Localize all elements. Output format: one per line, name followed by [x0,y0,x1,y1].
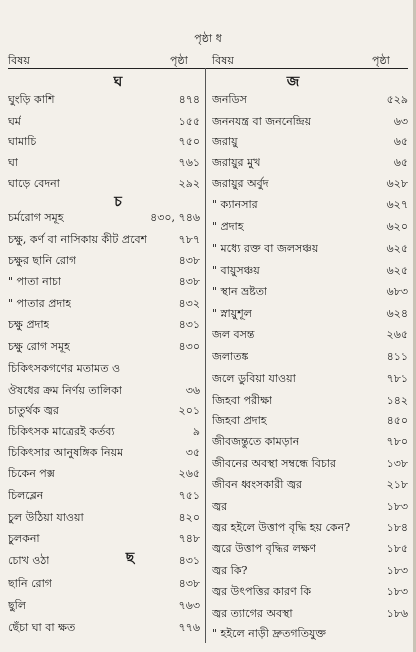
index-entry-page: ১৮৩ [386,585,408,598]
index-entry-topic: ছানি রোগ [8,577,52,590]
index-entry [212,580,408,602]
index-entry-page: ৭৮০ [386,435,408,448]
index-entry-topic: চিকিৎসকগণের মতামত ও [8,362,121,375]
index-entry-page: ৩৫ [185,446,200,459]
index-entry-topic: " স্থান ভ্রষ্টতা [212,285,268,298]
index-entry-topic: " পাতা নাচা [8,275,62,288]
index-entry [212,302,408,324]
index-entry [212,516,408,538]
index-entry [8,399,200,421]
index-entry-topic: চিকিৎসার আনুষঙ্গিক নিয়ম [8,446,124,459]
index-entry-page: ১৪২ [386,394,408,407]
index-entry-page: ১৮৫ [386,542,408,555]
index-entry [212,130,408,152]
index-entry [8,357,200,379]
index-entry-topic: চক্ষু, কর্ণ বা নাসিকায় কীট প্রবেশ [8,233,148,246]
index-entry-page: ২০১ [178,404,200,417]
index-entry [8,88,200,110]
index-entry-topic: " ক্যানসার [212,198,258,211]
index-entry-page: ৭৫০ [178,135,200,148]
index-entry-topic: জ্বর উৎপত্তির কারণ কি [212,585,312,598]
index-entry-page: ৬২৭ [386,198,408,211]
section-letter-cha: চ [114,194,122,210]
index-entry-page: ৪৩০ [178,340,200,353]
index-entry [8,130,200,152]
index-entry-topic: চুলকনা [8,532,40,545]
index-entry-topic: জরায়ুর অর্বুদ [212,177,269,190]
index-entry [8,572,200,594]
index-entry [212,537,408,559]
index-entry-page: ৪৩২ [178,297,200,310]
index-entry-page: ৪২০ [178,511,200,524]
right-subject-header: বিষয় [212,54,234,67]
index-entry [8,206,200,228]
index-entry-topic: জ্বর ত্যাগের অবস্থা [212,607,293,620]
index-entry-page: ৬২৮ [386,177,408,190]
index-entry-topic: " স্নায়ুশূল [212,307,252,320]
index-entry-topic: জ্বরে উত্তাপ বৃদ্ধির লক্ষণ [212,542,317,555]
index-entry-page: ১৮৪ [386,521,408,534]
index-entry [212,473,408,495]
index-entry-topic: জ্বর কি? [212,564,248,577]
left-page-header: পৃষ্ঠা [170,54,188,67]
index-entry [212,323,408,345]
index-entry-topic: জীবজন্তুতে কামড়ান [212,435,300,448]
index-entry [212,172,408,194]
index-entry-topic: ছেঁচা ঘা বা ক্ষত [8,621,76,634]
index-entry-topic: ঘামাচি [8,135,37,148]
index-entry-page: ২৬৫ [178,467,200,480]
index-entry [212,430,408,452]
index-entry [8,110,200,132]
index-entry-page: ৪৫০ [386,414,408,427]
index-entry [8,527,200,549]
index-entry-topic: চাতুর্থক জ্বর [8,404,59,417]
index-entry [8,420,200,442]
index-entry-topic: চিকিৎসক মাত্রেরই কর্তব্য [8,425,115,438]
index-entry-page: ১৮৬ [386,607,408,620]
index-entry-topic: ঔষধের ক্রম নির্ণয় তালিকা [8,384,123,397]
index-entry-page: ৪৩০, ৭৪৬ [150,211,200,224]
index-entry [212,389,408,411]
index-entry [8,379,200,401]
index-entry-page: ৭৮৭ [178,233,200,246]
index-entry [8,228,200,250]
index-entry-topic: চুল উঠিয়া যাওয়া [8,511,84,524]
index-entry [212,151,408,173]
index-entry-page: ৬৮৩ [386,285,408,298]
index-entry-topic: জীবনের অবস্থা সম্বন্ধে বিচার [212,457,337,470]
index-entry-topic: চক্ষুর ছানি রোগ [8,254,77,267]
index-entry-topic: ঘর্ম [8,115,21,128]
index-entry-page: ৬২০ [386,220,408,233]
page-number: পৃষ্ঠা ধ [194,32,222,45]
index-entry-topic: " প্রদাহ [212,220,244,233]
index-entry [8,549,200,571]
index-entry-page: ৬২৫ [386,264,408,277]
index-entry-page: ৭৬৩ [178,599,200,612]
index-entry [8,506,200,528]
index-entry [212,622,408,644]
index-entry [212,559,408,581]
index-entry-page: ৪১১ [386,350,408,363]
index-entry-topic: জরায়ু [212,135,238,148]
left-subject-header: বিষয় [8,54,30,67]
index-entry [212,237,408,259]
index-entry [212,602,408,624]
index-entry [212,215,408,237]
column-divider [205,68,206,643]
index-entry [8,292,200,314]
index-entry [8,249,200,271]
index-entry-topic: " বায়ুসঞ্চয় [212,264,260,277]
index-entry-page: ৬২৪ [386,307,408,320]
index-entry-topic: ছুলি [8,599,27,612]
index-entry [8,594,200,616]
index-entry-page: ৭৭৬ [178,621,200,634]
index-entry [212,345,408,367]
index-entry-topic: চোখ ওঠা [8,554,50,567]
index-entry-page: ৩৬ [185,384,200,397]
index-entry-page: ১৫৫ [178,115,200,128]
index-entry [8,313,200,335]
index-entry-page: ৯ [192,425,200,438]
section-letter-ja: জ [286,74,300,90]
index-entry-page: ৭৮১ [386,372,408,385]
index-entry-topic: জিহবা প্রদাহ [212,414,267,427]
index-entry-page: ৭৪৮ [178,532,200,545]
index-entry-page: ৪৭৪ [178,93,200,106]
index-entry-page: ৫২৯ [386,93,408,106]
index-entry [212,88,408,110]
header-rule [8,68,408,69]
index-entry-page: ৪৩১ [178,554,200,567]
index-entry-topic: জলাতঙ্ক [212,350,249,363]
index-entry [212,452,408,474]
index-entry-page: ১৩৮ [386,457,408,470]
index-entry [212,110,408,132]
index-entry-topic: জল বসন্ত [212,328,255,341]
index-entry [8,441,200,463]
index-entry-page: ৬২৫ [386,242,408,255]
index-entry [8,335,200,357]
index-entry-page: ২৯২ [178,177,200,190]
index-entry [8,172,200,194]
index-entry [8,462,200,484]
index-entry-topic: জিহবা পরীক্ষা [212,394,273,407]
index-entry-page: ২১৮ [386,478,408,491]
index-entry-topic: ঘুংড়ি কাশি [8,93,55,106]
section-letter-gha: ঘ [113,74,123,90]
index-entry-page: ৬৩ [393,115,408,128]
index-entry-topic: জ্বর [212,500,228,513]
section-letter-chha: ছ [125,550,135,566]
index-entry-topic: " পাতার প্রদাহ [8,297,72,310]
index-entry [212,409,408,431]
index-entry-page: ৬৫ [393,135,408,148]
index-entry-topic: ঘাড়ে বেদনা [8,177,60,190]
index-entry [212,259,408,281]
index-entry-topic: জ্বর হইলে উত্তাপ বৃদ্ধি হয় কেন? [212,521,351,534]
index-entry-topic: " মধ্যে রক্ত বা জলসঞ্চয় [212,242,319,255]
index-entry [8,270,200,292]
index-entry-topic: " হইলে নাড়ী দ্রুতগতিযুক্ত [212,627,326,640]
index-entry-topic: চিলব্লেন [8,489,44,502]
index-entry [212,495,408,517]
index-entry [212,280,408,302]
index-entry-topic: জলে ডুবিয়া যাওয়া [212,372,296,385]
index-entry-topic: ঘা [8,156,18,169]
index-entry-topic: চক্ষু রোগ সমূহ [8,340,70,353]
index-entry [8,484,200,506]
index-entry [8,616,200,638]
index-entry-topic: জনডিস [212,93,247,106]
index-entry-topic: জীবন ধ্বংসকারী জ্বর [212,478,303,491]
index-entry-page: ৭৫১ [178,489,200,502]
index-entry-page: ৪৩৮ [178,254,200,267]
index-entry-topic: চক্ষু প্রদাহ [8,318,50,331]
index-entry-topic: জননযন্ত্র বা জননেন্দ্রিয় [212,115,312,128]
index-entry-page: ১৮৩ [386,500,408,513]
index-entry-page: ১৮৩ [386,564,408,577]
index-entry-topic: চর্মরোগ সমূহ [8,211,64,224]
index-entry [212,193,408,215]
index-entry-page: ৪৩৮ [178,275,200,288]
index-entry [8,151,200,173]
index-entry-page: ৪৩১ [178,318,200,331]
index-entry-page: ৪৩৮ [178,577,200,590]
index-entry-topic: জরায়ুর মুখ [212,156,261,169]
index-entry-page: ৭৬১ [178,156,200,169]
index-entry-page: ৬৫ [393,156,408,169]
index-entry [212,367,408,389]
right-page-header: পৃষ্ঠা [372,54,390,67]
index-entry-page: ২৬৫ [386,328,408,341]
index-entry-topic: চিকেন পক্স [8,467,55,480]
